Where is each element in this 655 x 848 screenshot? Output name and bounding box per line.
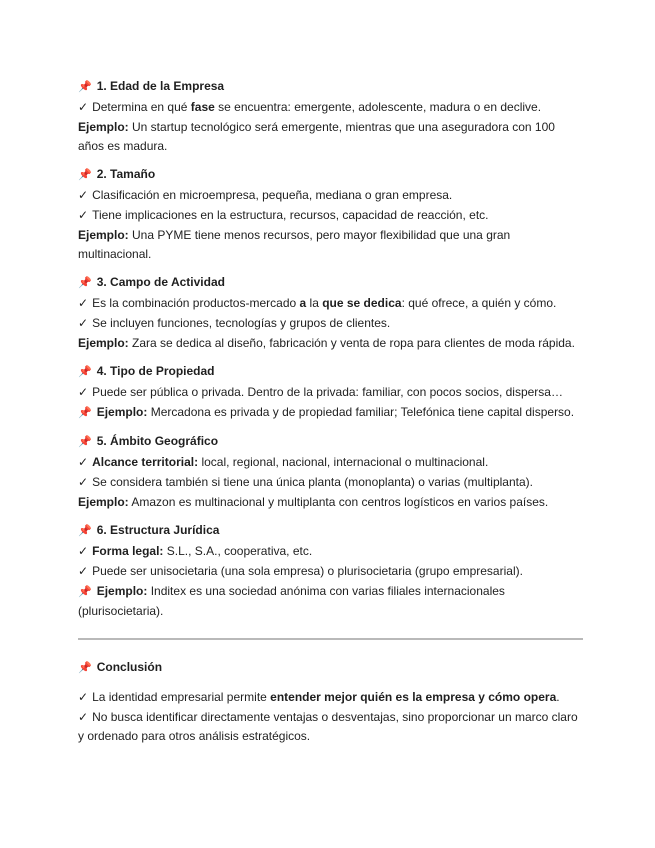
bullet-line: ✓ Puede ser unisocietaria (una sola empresa) o plurisocietaria (grupo empresarial). bbox=[78, 564, 523, 578]
example-line: 📌 Ejemplo: Inditex es una sociedad anónima con varias filiales internacionales (plurisocietaria). bbox=[78, 584, 505, 618]
example-line: 📌 Ejemplo: Mercadona es privada y de propiedad familiar; Telefónica tiene capital disperso. bbox=[78, 405, 575, 419]
check-icon: ✓ bbox=[78, 100, 89, 114]
check-icon: ✓ bbox=[78, 385, 89, 399]
bullet-line: ✓ Determina en qué fase se encuentra: emergente, adolescente, madura o en declive. bbox=[78, 100, 542, 114]
bullet-line: ✓ Es la combinación productos-mercado a la que se dedica: qué ofrece, a quién y cómo. bbox=[78, 296, 557, 310]
check-icon: ✓ bbox=[78, 296, 89, 310]
pushpin-icon: 📌 bbox=[78, 169, 92, 181]
check-icon: ✓ bbox=[78, 544, 89, 558]
bullet-line: ✓ Tiene implicaciones en la estructura, recursos, capacidad de reacción, etc. bbox=[78, 208, 489, 222]
bullet-line: ✓ Se incluyen funciones, tecnologías y grupos de clientes. bbox=[78, 316, 391, 330]
example-line: Ejemplo: Un startup tecnológico será emergente, mientras que una aseguradora con 100 años es madura. bbox=[78, 120, 555, 153]
pushpin-icon: 📌 bbox=[78, 662, 92, 674]
check-icon: ✓ bbox=[78, 710, 89, 724]
bullet-line: ✓ Clasificación en microempresa, pequeña, mediana o gran empresa. bbox=[78, 188, 453, 202]
section-tamano bbox=[78, 165, 583, 264]
bullet-line: ✓ La identidad empresarial permite entender mejor quién es la empresa y cómo opera. bbox=[78, 690, 560, 704]
bullet-line: ✓ Puede ser pública o privada. Dentro de la privada: familiar, con pocos socios, dispersa… bbox=[78, 385, 563, 399]
section-conclusion bbox=[78, 658, 583, 746]
section-heading: 📌 2. Tamaño bbox=[78, 167, 156, 181]
pushpin-icon: 📌 bbox=[78, 407, 92, 419]
section-heading: 📌 1. Edad de la Empresa bbox=[78, 79, 225, 93]
section-heading: 📌 Conclusión bbox=[78, 660, 163, 674]
section-tipo-propiedad bbox=[78, 362, 583, 423]
pushpin-icon: 📌 bbox=[78, 436, 92, 448]
check-icon: ✓ bbox=[78, 316, 89, 330]
section-heading: 📌 4. Tipo de Propiedad bbox=[78, 364, 215, 378]
example-line: Ejemplo: Zara se dedica al diseño, fabricación y venta de ropa para clientes de moda rápida. bbox=[78, 336, 575, 350]
example-line: Ejemplo: Amazon es multinacional y multiplanta con centros logísticos en varios países. bbox=[78, 495, 549, 509]
example-line: Ejemplo: Una PYME tiene menos recursos, pero mayor flexibilidad que una gran multinacional. bbox=[78, 228, 511, 261]
section-ambito-geografico bbox=[78, 432, 583, 512]
pushpin-icon: 📌 bbox=[78, 81, 92, 93]
check-icon: ✓ bbox=[78, 564, 89, 578]
check-icon: ✓ bbox=[78, 208, 89, 222]
section-estructura-juridica bbox=[78, 521, 583, 621]
document-page bbox=[78, 77, 583, 755]
bullet-line: ✓ Forma legal: S.L., S.A., cooperativa, etc. bbox=[78, 544, 313, 558]
check-icon: ✓ bbox=[78, 475, 89, 489]
section-campo-actividad bbox=[78, 273, 583, 353]
check-icon: ✓ bbox=[78, 690, 89, 704]
pushpin-icon: 📌 bbox=[78, 525, 92, 537]
check-icon: ✓ bbox=[78, 455, 89, 469]
bullet-line: ✓ Alcance territorial: local, regional, nacional, internacional o multinacional. bbox=[78, 455, 489, 469]
pushpin-icon: 📌 bbox=[78, 366, 92, 378]
section-heading: 📌 5. Ámbito Geográfico bbox=[78, 434, 219, 448]
horizontal-divider bbox=[78, 638, 583, 640]
bullet-line: ✓ Se considera también si tiene una única planta (monoplanta) o varias (multiplanta). bbox=[78, 475, 533, 489]
pushpin-icon: 📌 bbox=[78, 586, 92, 598]
section-heading: 📌 6. Estructura Jurídica bbox=[78, 523, 220, 537]
pushpin-icon: 📌 bbox=[78, 277, 92, 289]
section-heading: 📌 3. Campo de Actividad bbox=[78, 275, 225, 289]
check-icon: ✓ bbox=[78, 188, 89, 202]
bullet-line: ✓ No busca identificar directamente ventajas o desventajas, sino proporcionar un marco claro y ordenado para otros análisis estratégicos. bbox=[78, 710, 578, 743]
section-edad bbox=[78, 77, 583, 156]
